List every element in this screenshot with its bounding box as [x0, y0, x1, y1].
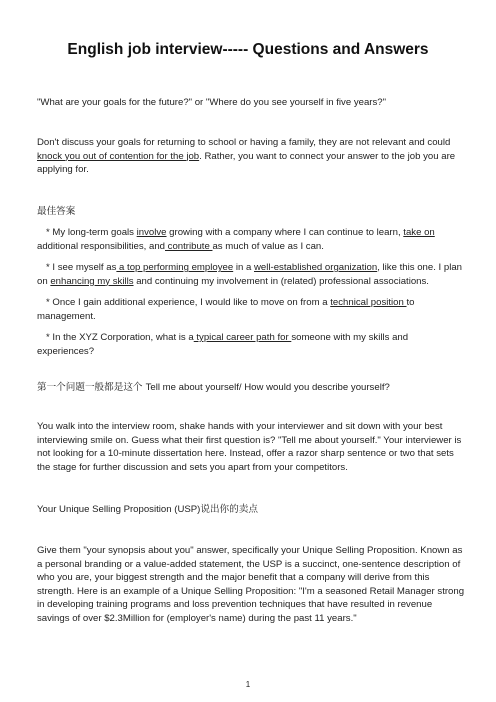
bullet-1-link-contribute[interactable]: contribute — [165, 240, 213, 252]
bullet-2-text-3: , like this one. I plan on — [37, 262, 462, 287]
bullet-4-text-1: * In the XYZ Corporation, what is a — [46, 332, 194, 343]
question-2-chinese: 第一个问题一般都是这个 — [37, 382, 146, 393]
usp-heading-english: Your Unique Selling Proposition (USP) — [37, 504, 201, 515]
usp-paragraph: Give them "your synopsis about you" answer, specifically your Unique Selling Proposition. Known as a personal branding or a value-added statement, the USP is a succinct, one-sentence description of who you are, your biggest strength and the major benefit that a company will derive from this strength. Here is an example of a Unique Selling Proposition: "I'm a seasoned Retail Manager strong in developing training programs and loss prevention techniques that have resulted in revenue savings of over $2.3Million for (employer's name) during the past 11 years." — [37, 545, 465, 624]
best-answer-label: 最佳答案 — [37, 206, 76, 217]
bullet-3-text-1: * Once I gain additional experience, I would like to move on from a — [46, 297, 331, 308]
page-number: 1 — [245, 680, 251, 689]
question-tell-me-about-yourself — [37, 381, 467, 395]
question-goals: "What are your goals for the future?" or "Where do you see yourself in five years?" — [37, 97, 387, 108]
bullet-1-text-2: growing with a company where I can continue to learn, — [166, 227, 404, 238]
page-title: English job interview----- Questions and Answers — [67, 41, 429, 58]
bullet-2-text-1: * I see myself as — [46, 262, 117, 273]
advice-text-2: . Rather, you want to connect your answer to the job you are applying for. — [37, 150, 456, 176]
usp-heading — [37, 503, 467, 517]
bullet-1-text-1: * My long-term goals — [46, 227, 137, 238]
advice-link-knock-out[interactable]: knock you out of contention for the job — [37, 150, 200, 162]
answer-bullet-1 — [37, 226, 467, 253]
bullet-3-link-technical-position[interactable]: technical position — [330, 297, 407, 308]
answer-bullet-4 — [37, 331, 467, 358]
bullet-2-text-2: in a — [233, 262, 254, 273]
bullet-2-link-enhancing-skills[interactable]: enhancing my skills — [50, 275, 134, 287]
bullet-4-text-2: someone with my skills and experiences? — [37, 332, 409, 357]
bullet-4-link-career-path[interactable]: typical career path for — [193, 332, 292, 343]
bullet-2-link-top-performing[interactable]: a top performing employee — [116, 262, 234, 273]
question-2-english: Tell me about yourself/ How would you describe yourself? — [145, 382, 390, 393]
bullet-1-text-4: as much of value as I can. — [212, 240, 324, 252]
bullet-2-link-well-established[interactable]: well-established organization — [254, 262, 378, 273]
advice-text-1: Don't discuss your goals for returning to school or having a family, they are not relevant and could — [37, 137, 451, 148]
advice-paragraph — [37, 136, 467, 177]
bullet-1-link-involve[interactable]: involve — [136, 227, 167, 238]
answer-bullet-3 — [37, 296, 467, 323]
answer-bullet-2 — [37, 261, 467, 288]
bullet-1-link-take-on[interactable]: take on — [403, 227, 435, 238]
bullet-3-text-2: to management. — [37, 297, 415, 322]
interview-room-paragraph: You walk into the interview room, shake hands with your interviewer and sit down with your best interviewing smile on. Guess what their first question is? "Tell me about yourself." Your interviewer is not looking for a 10-minute dissertation here. Instead, offer a razor sharp sentence or two that sets the stage for further discussion and sets you apart from your competitors. — [37, 421, 462, 473]
bullet-2-text-4: and continuing my involvement in (related) professional associations. — [133, 275, 429, 287]
bullet-1-text-3: additional responsibilities, and — [37, 240, 165, 252]
usp-heading-chinese: 说出你的卖点 — [200, 504, 258, 515]
